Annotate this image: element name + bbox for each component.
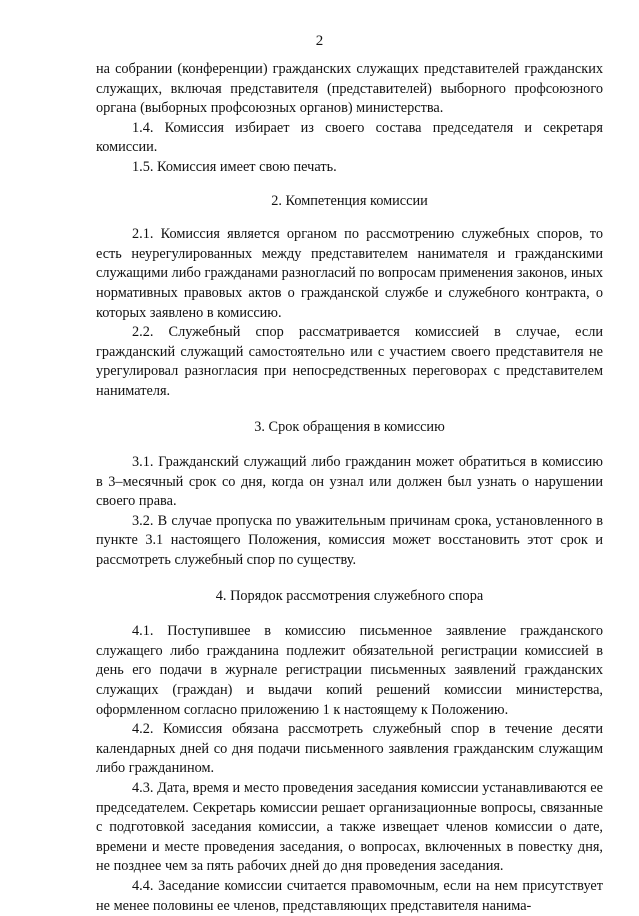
- section-heading-2: 2. Компетенция комиссии: [271, 192, 428, 209]
- paragraph-2-1: 2.1. Комиссия является органом по рассмотрению служебных споров, то есть неурегулированных между представителем нанимателя и гражданскими служащими либо гражданами разногласий по вопросам применения законов, иных нормативных правовых актов о гражданской службе и служебного контракта, о которых заявлено в комиссию.: [96, 226, 603, 321]
- paragraph-4-3: 4.3. Дата, время и место проведения заседания комиссии устанавливаются ее председателем. Секретарь комиссии решает организационные вопросы, связанные с подготовкой заседания комиссии, а также извещает членов комиссии о дате, времени и месте проведения заседания, о вопросах, включенных в повестку дня, не позднее чем за пять рабочих дней до дня проведения заседания.: [96, 780, 603, 875]
- paragraph-3-2: 3.2. В случае пропуска по уважительным причинам срока, установленного в пункте 3.1 настоящего Положения, комиссия может восстановить этот срок и рассмотреть служебный спор по существу.: [96, 512, 603, 569]
- page-number: 2: [315, 33, 324, 49]
- document-body: [96, 60, 603, 916]
- section-heading-3: 3. Срок обращения в комиссию: [254, 418, 445, 435]
- paragraph-1-5: 1.5. Комиссия имеет свою печать.: [132, 158, 337, 175]
- paragraph-continuation: на собрании (конференции) гражданских служащих представителей гражданских служащих, включая представителя (представителей) выборного профсоюзного органа (выборных профсоюзных органов) министерства.: [96, 61, 603, 117]
- paragraph-4-2: 4.2. Комиссия обязана рассмотреть служебный спор в течение десяти календарных дней со дня подачи письменного заявления гражданским служащим либо гражданином.: [96, 721, 603, 777]
- paragraph-4-4: 4.4. Заседание комиссии считается правомочным, если на нем присутствует не менее половины ее членов, представляющих представителя нанима-: [96, 877, 603, 914]
- paragraph-2-2: 2.2. Служебный спор рассматривается комиссией в случае, если гражданский служащий самостоятельно или с участием своего представителя не урегулировал разногласия при непосредственных переговорах с представителем нанимателя.: [96, 324, 603, 399]
- paragraph-4-1: 4.1. Поступившее в комиссию письменное заявление гражданского служащего либо гражданина подлежит обязательной регистрации комиссией в день его подачи в журнале регистрации письменных заявлений гражданских служащих (граждан) и выдачи копий решений комиссии министерства, оформленном согласно приложению 1 к настоящему к Положению.: [96, 623, 603, 718]
- paragraph-1-4: 1.4. Комиссия избирает из своего состава председателя и секретаря комиссии.: [96, 119, 603, 156]
- paragraph-3-1: 3.1. Гражданский служащий либо гражданин может обратиться в комиссию в 3–месячный срок со дня, когда он узнал или должен был узнать о нарушении своего права.: [96, 454, 603, 510]
- section-heading-4: 4. Порядок рассмотрения служебного спора: [215, 587, 484, 604]
